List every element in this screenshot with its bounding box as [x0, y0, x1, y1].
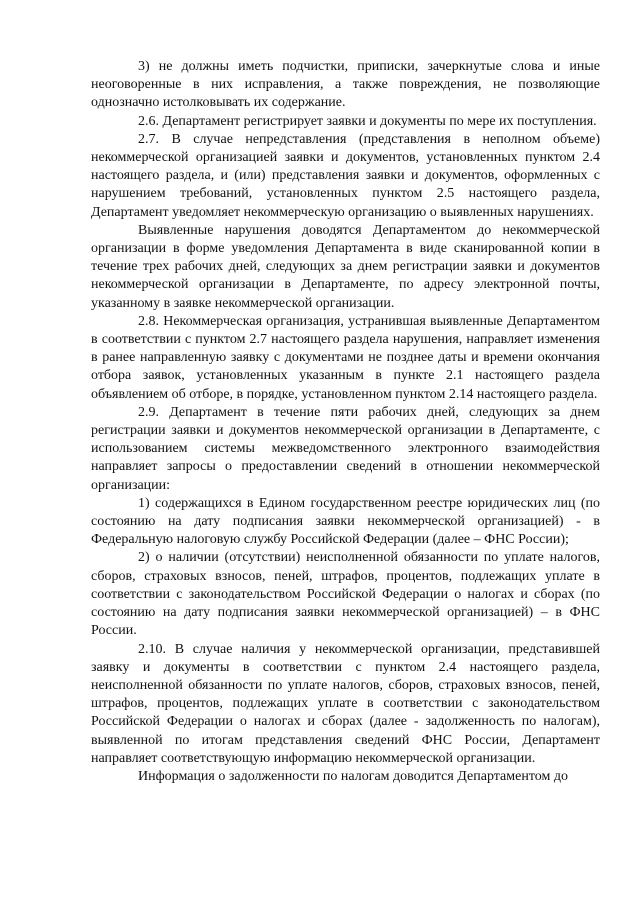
paragraph-item-3: 3) не должны иметь подчистки, приписки, зачеркнутые слова и иные неоговоренные в них исправления, а также повреждения, не позволяющие однозначно истолковывать их содержание. [91, 59, 600, 111]
paragraph-2-6: 2.6. Департамент регистрирует заявки и документы по мере их поступления. [138, 113, 597, 129]
paragraph-tax-debt-info: Информация о задолженности по налогам доводится Департаментом до [138, 768, 568, 784]
paragraph-2-9: 2.9. Департамент в течение пяти рабочих дней, следующих за днем регистрации заявки и документов некоммерческой организации в Департаменте, с использованием системы межведомственного электронного взаимодействия направляет запросы о предоставлении сведений в отношении некоммерческой организации: [91, 404, 600, 493]
paragraph-2-7: 2.7. В случае непредставления (представления в неполном объеме) некоммерческой организацией заявки и документов, установленных пунктом 2.4 настоящего раздела, и (или) представления заявки и документов, оформленных с нарушением требований, установленных пунктом 2.5 настоящего раздела, Департамент уведомляет некоммерческую организацию о выявленных нарушениях. [91, 131, 600, 220]
paragraph-violations-notice: Выявленные нарушения доводятся Департаментом до некоммерческой организации в форме уведомления Департамента в виде сканированной копии в течение трех рабочих дней, следующих за днем регистрации заявки и документов некоммерческой организации в Департаменте, по адресу электронной почты, указанному в заявке некоммерческой организации. [91, 222, 600, 311]
paragraph-2-10: 2.10. В случае наличия у некоммерческой организации, представившей заявку и документы в соответствии с пунктом 2.4 настоящего раздела, неисполненной обязанности по уплате налогов, сборов, страховых взносов, пеней, штрафов, процентов, подлежащих уплате в соответствии с законодательством Российской Федерации о налогах и сборах (далее - задолженность по налогам), выявленной по итогам представления сведений ФНС России, Департамент направляет соответствующую информацию некоммерческой организации. [91, 641, 600, 766]
paragraph-2-9-item-2: 2) о наличии (отсутствии) неисполненной обязанности по уплате налогов, сборов, страховых взносов, пеней, штрафов, процентов, подлежащих уплате в соответствии с законодательством Российской Федерации о налогах и сборах (по состоянию на дату подписания заявки некоммерческой организацией) – в ФНС России. [91, 550, 600, 639]
document-page [91, 58, 600, 786]
paragraph-2-9-item-1: 1) содержащихся в Едином государственном реестре юридических лиц (по состоянию на дату подписания заявки некоммерческой организацией) - в Федеральную налоговую службу Российской Федерации (далее – ФНС России); [91, 495, 600, 548]
paragraph-2-8: 2.8. Некоммерческая организация, устранившая выявленные Департаментом в соответствии с пунктом 2.7 настоящего раздела нарушения, направляет изменения в ранее направленную заявку с документами не позднее даты и времени окончания отбора заявок, установленных указанным в пункте 2.1 настоящего раздела объявлением об отборе, в порядке, установленном пунктом 2.14 настоящего раздела. [91, 313, 600, 402]
